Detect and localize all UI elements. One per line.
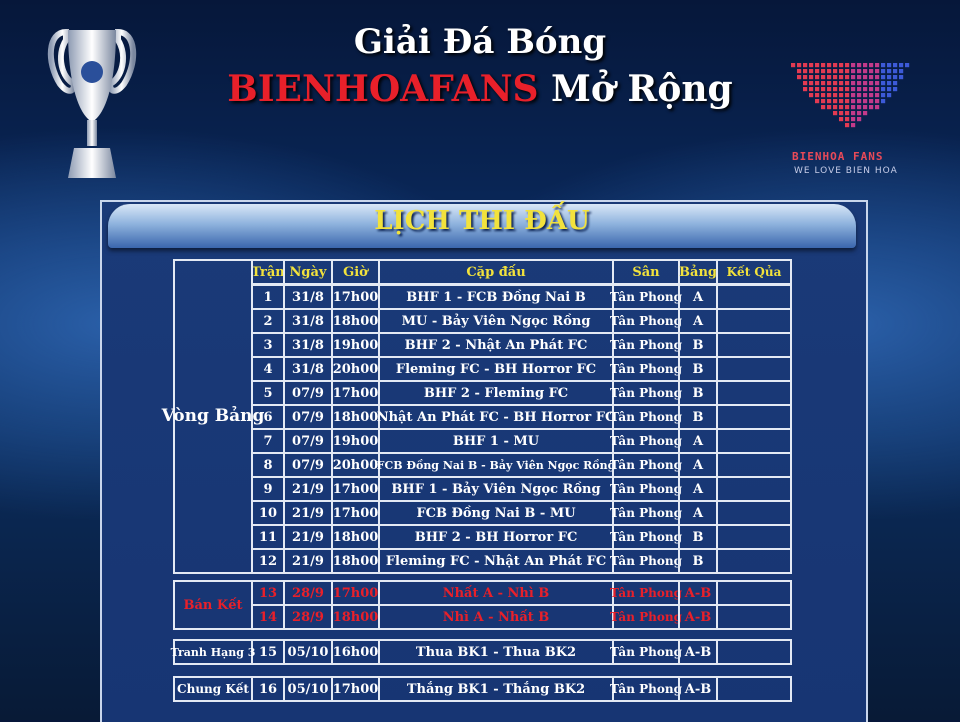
match-group: B: [678, 380, 718, 406]
heart-dot: [893, 75, 897, 79]
heart-dot: [833, 69, 837, 73]
heart-dot: [863, 111, 867, 115]
heart-dot: [821, 99, 825, 103]
match-venue: Tân Phong: [612, 524, 680, 550]
match-no: 14: [251, 604, 285, 630]
stage-semi-final: Bán Kết: [173, 580, 253, 630]
heart-dot: [869, 105, 873, 109]
heart-dot: [857, 105, 861, 109]
column-header-pairing: Cặp đấu: [378, 259, 614, 285]
heart-dot: [815, 87, 819, 91]
match-date: 31/8: [283, 356, 333, 382]
match-result: [716, 452, 792, 478]
heart-dot: [851, 69, 855, 73]
match-venue: Tân Phong: [612, 476, 680, 502]
heart-dot: [863, 81, 867, 85]
heart-dot: [803, 87, 807, 91]
match-date: 21/9: [283, 524, 333, 550]
match-pair: Thua BK1 - Thua BK2: [378, 639, 614, 665]
match-time: 18h00: [331, 604, 380, 630]
heart-dot: [821, 87, 825, 91]
heart-dot: [833, 111, 837, 115]
heart-dot: [869, 81, 873, 85]
heart-dot: [875, 99, 879, 103]
heart-dot: [845, 75, 849, 79]
match-time: 17h00: [331, 476, 380, 502]
heart-dot: [845, 87, 849, 91]
heart-dot: [833, 93, 837, 97]
heart-dot: [809, 81, 813, 85]
column-header-venue: Sân: [612, 259, 680, 285]
schedule-title: LỊCH THI ĐẤU: [374, 206, 590, 236]
match-result: [716, 332, 792, 358]
match-no: 10: [251, 500, 285, 526]
match-date: 31/8: [283, 308, 333, 334]
match-pair: Fleming FC - BH Horror FC: [378, 356, 614, 382]
heart-dot: [851, 123, 855, 127]
heart-dot: [875, 69, 879, 73]
match-result: [716, 380, 792, 406]
heart-dot: [803, 75, 807, 79]
heart-dot: [881, 69, 885, 73]
match-venue: Tân Phong: [612, 500, 680, 526]
heart-dot: [857, 99, 861, 103]
match-group: A-B: [678, 639, 718, 665]
heart-dot: [869, 75, 873, 79]
match-date: 21/9: [283, 476, 333, 502]
match-time: 16h00: [331, 639, 380, 665]
match-group: A: [678, 476, 718, 502]
heart-dot: [851, 111, 855, 115]
match-time: 17h00: [331, 676, 380, 702]
heart-dot: [827, 69, 831, 73]
stage-group: Vòng Bảng: [173, 259, 253, 574]
match-venue: Tân Phong: [612, 284, 680, 310]
heart-dot: [821, 105, 825, 109]
match-no: 4: [251, 356, 285, 382]
match-no: 7: [251, 428, 285, 454]
subtitle-rest: Mở Rộng: [551, 68, 733, 110]
heart-dot: [875, 75, 879, 79]
heart-dot: [863, 99, 867, 103]
match-result: [716, 604, 792, 630]
heart-dot: [857, 87, 861, 91]
match-no: 16: [251, 676, 285, 702]
match-pair: Thắng BK1 - Thắng BK2: [378, 676, 614, 702]
heart-dot: [803, 63, 807, 67]
heart-dot: [863, 69, 867, 73]
tournament-title: Giải Đá Bóng: [353, 22, 607, 62]
heart-dot: [875, 87, 879, 91]
match-venue: Tân Phong: [612, 676, 680, 702]
match-pair: Fleming FC - Nhật An Phát FC: [378, 548, 614, 574]
match-time: 17h00: [331, 580, 380, 606]
heart-dot: [845, 117, 849, 121]
heart-dot: [827, 105, 831, 109]
heart-dot: [863, 87, 867, 91]
heart-dot: [899, 75, 903, 79]
match-group: A: [678, 452, 718, 478]
heart-dot: [839, 69, 843, 73]
heart-dot: [833, 87, 837, 91]
match-no: 2: [251, 308, 285, 334]
heart-dot: [839, 87, 843, 91]
heart-dot: [857, 81, 861, 85]
heart-dot: [797, 63, 801, 67]
match-time: 19h00: [331, 332, 380, 358]
heart-dot: [827, 63, 831, 67]
heart-dot: [809, 75, 813, 79]
match-group: A-B: [678, 580, 718, 606]
match-date: 31/8: [283, 332, 333, 358]
heart-dot: [845, 111, 849, 115]
heart-dot: [869, 99, 873, 103]
match-pair: BHF 1 - FCB Đồng Nai B: [378, 284, 614, 310]
heart-dot: [815, 99, 819, 103]
heart-dot: [875, 93, 879, 97]
heart-dot: [833, 81, 837, 85]
trophy-icon: [44, 22, 140, 186]
match-date: 28/9: [283, 580, 333, 606]
heart-dot: [893, 81, 897, 85]
heart-dot: [851, 63, 855, 67]
heart-dot: [845, 63, 849, 67]
column-header-date: Ngày: [283, 259, 333, 285]
heart-dot: [833, 63, 837, 67]
heart-dot: [815, 69, 819, 73]
match-result: [716, 356, 792, 382]
heart-dot: [887, 81, 891, 85]
heart-dot: [869, 63, 873, 67]
match-time: 17h00: [331, 284, 380, 310]
heart-dot: [893, 63, 897, 67]
match-result: [716, 524, 792, 550]
match-time: 18h00: [331, 524, 380, 550]
heart-dot: [851, 75, 855, 79]
heart-dot: [815, 81, 819, 85]
match-venue: Tân Phong: [612, 639, 680, 665]
match-group: B: [678, 332, 718, 358]
match-date: 21/9: [283, 500, 333, 526]
heart-dot: [857, 69, 861, 73]
heart-dot: [881, 99, 885, 103]
heart-dot: [845, 123, 849, 127]
match-group: B: [678, 404, 718, 430]
heart-dot: [827, 75, 831, 79]
column-header-group: Bảng: [678, 259, 718, 285]
heart-dot: [803, 81, 807, 85]
heart-dot: [821, 63, 825, 67]
heart-dot: [851, 87, 855, 91]
match-venue: Tân Phong: [612, 548, 680, 574]
heart-dot: [863, 75, 867, 79]
heart-dot: [899, 69, 903, 73]
heart-dot: [881, 93, 885, 97]
heart-dot: [869, 69, 873, 73]
heart-dot: [839, 111, 843, 115]
match-group: A: [678, 284, 718, 310]
heart-dot: [875, 63, 879, 67]
match-group: A: [678, 308, 718, 334]
match-date: 31/8: [283, 284, 333, 310]
match-pair: BHF 1 - Bảy Viên Ngọc Rồng: [378, 476, 614, 502]
heart-dot: [893, 69, 897, 73]
heart-dot: [839, 105, 843, 109]
heart-dot: [881, 75, 885, 79]
match-venue: Tân Phong: [612, 604, 680, 630]
column-header-match: Trận: [251, 259, 285, 285]
stage-third-place: Tranh Hạng 3: [173, 639, 253, 665]
column-header-time: Giờ: [331, 259, 380, 285]
heart-dot: [845, 69, 849, 73]
match-group: B: [678, 548, 718, 574]
match-group: A: [678, 500, 718, 526]
heart-dot: [821, 75, 825, 79]
column-header-result: Kết Qủa: [716, 259, 792, 285]
heart-dot: [851, 117, 855, 121]
match-time: 18h00: [331, 404, 380, 430]
match-date: 21/9: [283, 548, 333, 574]
match-result: [716, 639, 792, 665]
match-no: 5: [251, 380, 285, 406]
match-pair: BHF 2 - Fleming FC: [378, 380, 614, 406]
heart-dot: [833, 75, 837, 79]
heart-dot: [833, 105, 837, 109]
heart-dot: [857, 63, 861, 67]
heart-dot: [887, 93, 891, 97]
heart-dot: [851, 99, 855, 103]
heart-dot: [899, 63, 903, 67]
match-date: 07/9: [283, 452, 333, 478]
heart-dot: [809, 63, 813, 67]
heart-dot: [857, 93, 861, 97]
match-pair: Nhì A - Nhất B: [378, 604, 614, 630]
brand-name: BIENHOAFANS: [227, 68, 539, 110]
heart-dot: [851, 81, 855, 85]
heart-dot: [863, 63, 867, 67]
match-no: 11: [251, 524, 285, 550]
match-venue: Tân Phong: [612, 452, 680, 478]
match-pair: Nhật An Phát FC - BH Horror FC: [378, 404, 614, 430]
match-time: 17h00: [331, 500, 380, 526]
match-time: 20h00: [331, 452, 380, 478]
match-time: 19h00: [331, 428, 380, 454]
match-pair: BHF 1 - MU: [378, 428, 614, 454]
match-result: [716, 476, 792, 502]
heart-dot: [875, 105, 879, 109]
match-no: 1: [251, 284, 285, 310]
match-date: 07/9: [283, 404, 333, 430]
match-result: [716, 500, 792, 526]
heart-dot: [863, 105, 867, 109]
match-time: 18h00: [331, 548, 380, 574]
logo-slogan: WE LOVE BIEN HOA: [794, 166, 898, 176]
match-no: 13: [251, 580, 285, 606]
heart-dot: [839, 63, 843, 67]
match-no: 15: [251, 639, 285, 665]
heart-dot: [857, 111, 861, 115]
heart-dot: [827, 93, 831, 97]
match-venue: Tân Phong: [612, 308, 680, 334]
match-pair: BHF 2 - BH Horror FC: [378, 524, 614, 550]
match-result: [716, 428, 792, 454]
match-group: B: [678, 356, 718, 382]
heart-dot: [809, 93, 813, 97]
match-result: [716, 308, 792, 334]
heart-dot: [857, 117, 861, 121]
logo-text: BIENHOA FANS: [792, 150, 884, 163]
heart-dot: [887, 75, 891, 79]
match-venue: Tân Phong: [612, 356, 680, 382]
match-venue: Tân Phong: [612, 380, 680, 406]
heart-dot: [827, 99, 831, 103]
heart-dot: [791, 63, 795, 67]
match-no: 6: [251, 404, 285, 430]
stage-final: Chung Kết: [173, 676, 253, 702]
match-result: [716, 284, 792, 310]
match-time: 20h00: [331, 356, 380, 382]
heart-dot: [821, 81, 825, 85]
heart-dot: [845, 99, 849, 103]
heart-dot: [881, 63, 885, 67]
heart-dot: [803, 69, 807, 73]
heart-dot: [833, 99, 837, 103]
match-group: B: [678, 524, 718, 550]
heart-dot: [827, 81, 831, 85]
heart-dot: [839, 93, 843, 97]
heart-dot: [815, 63, 819, 67]
match-no: 9: [251, 476, 285, 502]
heart-dot: [839, 99, 843, 103]
heart-dot: [851, 105, 855, 109]
match-pair: MU - Bảy Viên Ngọc Rồng: [378, 308, 614, 334]
heart-dot: [839, 75, 843, 79]
heart-dot: [893, 87, 897, 91]
match-no: 8: [251, 452, 285, 478]
heart-dot: [827, 87, 831, 91]
heart-dot: [863, 93, 867, 97]
heart-dot: [821, 69, 825, 73]
heart-dot: [869, 93, 873, 97]
match-venue: Tân Phong: [612, 428, 680, 454]
heart-dot: [887, 69, 891, 73]
match-date: 07/9: [283, 380, 333, 406]
match-group: A-B: [678, 604, 718, 630]
match-date: 05/10: [283, 639, 333, 665]
match-result: [716, 580, 792, 606]
heart-dot: [875, 81, 879, 85]
heart-dot: [845, 81, 849, 85]
match-no: 3: [251, 332, 285, 358]
heart-dot: [887, 87, 891, 91]
match-pair: Nhất A - Nhì B: [378, 580, 614, 606]
match-group: A-B: [678, 676, 718, 702]
heart-dot: [845, 105, 849, 109]
match-result: [716, 548, 792, 574]
heart-dot: [815, 75, 819, 79]
heart-dot: [881, 87, 885, 91]
heart-dot: [881, 81, 885, 85]
match-venue: Tân Phong: [612, 332, 680, 358]
heart-dot: [839, 117, 843, 121]
match-time: 18h00: [331, 308, 380, 334]
match-pair: FCB Đồng Nai B - Bảy Viên Ngọc Rồng: [378, 452, 614, 478]
heart-dot: [851, 93, 855, 97]
match-result: [716, 676, 792, 702]
heart-dot: [845, 93, 849, 97]
match-pair: FCB Đồng Nai B - MU: [378, 500, 614, 526]
match-result: [716, 404, 792, 430]
match-time: 17h00: [331, 380, 380, 406]
heart-dot: [905, 63, 909, 67]
match-group: A: [678, 428, 718, 454]
heart-dot: [797, 69, 801, 73]
heart-dot: [869, 87, 873, 91]
heart-dot: [809, 69, 813, 73]
match-venue: Tân Phong: [612, 404, 680, 430]
heart-dot: [797, 75, 801, 79]
match-date: 07/9: [283, 428, 333, 454]
heart-dot: [887, 63, 891, 67]
heart-dot: [809, 87, 813, 91]
heart-dot: [815, 93, 819, 97]
match-date: 05/10: [283, 676, 333, 702]
match-venue: Tân Phong: [612, 580, 680, 606]
match-pair: BHF 2 - Nhật An Phát FC: [378, 332, 614, 358]
heart-dot: [821, 93, 825, 97]
heart-dot: [839, 81, 843, 85]
heart-dot: [857, 75, 861, 79]
match-no: 12: [251, 548, 285, 574]
match-date: 28/9: [283, 604, 333, 630]
